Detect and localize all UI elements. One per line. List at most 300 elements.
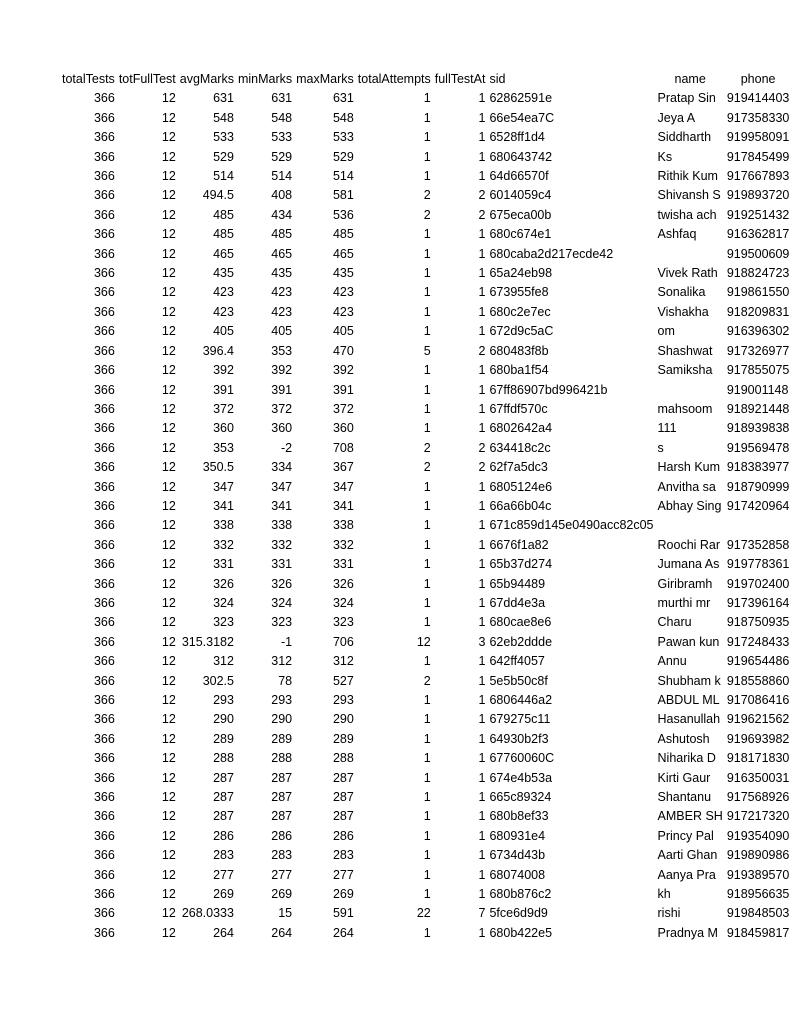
cell-full-test-at[interactable]: 1 <box>478 421 486 436</box>
cell-avg-marks[interactable]: 290 <box>213 712 234 727</box>
cell-min-marks[interactable]: -1 <box>281 634 293 649</box>
cell-total-tests[interactable]: 366 <box>93 595 115 610</box>
cell-tot-full-test[interactable]: 12 <box>161 91 176 106</box>
cell-total-attempts[interactable]: 1 <box>423 285 431 300</box>
cell-max-marks[interactable]: 269 <box>332 887 354 902</box>
cell-min-marks[interactable]: 326 <box>271 576 293 591</box>
cell-total-attempts[interactable]: 1 <box>423 363 431 378</box>
cell-name[interactable]: Annu <box>657 654 687 669</box>
cell-sid[interactable]: 6734d43b <box>489 848 546 863</box>
cell-name[interactable]: Ashutosh <box>657 731 710 746</box>
cell-avg-marks[interactable]: 277 <box>213 867 234 882</box>
cell-total-tests[interactable]: 366 <box>93 91 115 106</box>
cell-full-test-at[interactable]: 1 <box>478 227 486 242</box>
cell-min-marks[interactable]: 288 <box>271 751 293 766</box>
cell-full-test-at[interactable]: 1 <box>478 285 486 300</box>
cell-total-tests[interactable]: 366 <box>93 401 115 416</box>
cell-phone[interactable]: 918921448 <box>726 401 790 416</box>
cell-min-marks[interactable]: 289 <box>271 731 293 746</box>
cell-phone[interactable]: 918824723 <box>726 266 790 281</box>
cell-tot-full-test[interactable]: 12 <box>161 460 176 475</box>
cell-full-test-at[interactable]: 1 <box>478 770 486 785</box>
cell-full-test-at[interactable]: 2 <box>478 207 486 222</box>
cell-avg-marks[interactable]: 396.4 <box>202 343 234 358</box>
cell-full-test-at[interactable]: 1 <box>478 615 486 630</box>
cell-phone[interactable]: 919693982 <box>726 731 790 746</box>
cell-name[interactable]: Siddharth <box>657 130 712 145</box>
cell-sid[interactable]: 634418c2c <box>489 440 551 455</box>
cell-total-attempts[interactable]: 1 <box>423 246 431 261</box>
cell-phone[interactable]: 919389570 <box>726 867 790 882</box>
cell-tot-full-test[interactable]: 12 <box>161 498 176 513</box>
cell-avg-marks[interactable]: 286 <box>213 828 234 843</box>
cell-total-tests[interactable]: 366 <box>93 654 115 669</box>
cell-sid[interactable]: 65a24eb98 <box>489 266 553 281</box>
cell-full-test-at[interactable]: 1 <box>478 518 486 533</box>
cell-max-marks[interactable]: 529 <box>332 149 354 164</box>
cell-phone[interactable]: 917845499 <box>726 149 790 164</box>
cell-min-marks[interactable]: 347 <box>271 479 293 494</box>
cell-sid[interactable]: 680cae8e6 <box>489 615 552 630</box>
cell-name[interactable]: AMBER SH <box>657 809 723 824</box>
cell-avg-marks[interactable]: 288 <box>213 751 234 766</box>
cell-avg-marks[interactable]: 312 <box>213 654 234 669</box>
cell-tot-full-test[interactable]: 12 <box>161 343 176 358</box>
cell-max-marks[interactable]: 331 <box>332 557 354 572</box>
cell-min-marks[interactable]: 353 <box>271 343 293 358</box>
cell-total-attempts[interactable]: 1 <box>423 537 431 552</box>
cell-avg-marks[interactable]: 269 <box>213 887 234 902</box>
cell-phone[interactable]: 916350031 <box>726 770 790 785</box>
cell-total-tests[interactable]: 366 <box>93 925 115 940</box>
cell-min-marks[interactable]: 293 <box>271 693 293 707</box>
cell-tot-full-test[interactable]: 12 <box>161 285 176 300</box>
cell-max-marks[interactable]: 423 <box>332 304 354 319</box>
cell-avg-marks[interactable]: 350.5 <box>202 460 234 475</box>
cell-total-attempts[interactable]: 1 <box>423 498 431 513</box>
cell-phone[interactable]: 918956635 <box>726 887 790 902</box>
cell-total-attempts[interactable]: 1 <box>423 557 431 572</box>
cell-phone[interactable]: 916362817 <box>726 227 790 242</box>
cell-min-marks[interactable]: 485 <box>271 227 293 242</box>
cell-full-test-at[interactable]: 2 <box>478 188 486 203</box>
cell-sid[interactable]: 680483f8b <box>489 343 549 358</box>
cell-full-test-at[interactable]: 1 <box>478 401 486 416</box>
cell-tot-full-test[interactable]: 12 <box>161 712 176 727</box>
cell-max-marks[interactable]: 527 <box>332 673 354 688</box>
cell-phone[interactable] <box>725 516 791 535</box>
cell-tot-full-test[interactable]: 12 <box>161 576 176 591</box>
cell-min-marks[interactable]: 435 <box>271 266 293 281</box>
cell-phone[interactable]: 918558860 <box>726 673 790 688</box>
cell-name[interactable]: Shubham k <box>657 673 721 688</box>
cell-total-tests[interactable]: 366 <box>93 557 115 572</box>
cell-name[interactable]: Aanya Pra <box>657 867 716 882</box>
cell-total-tests[interactable]: 366 <box>93 421 115 436</box>
cell-name[interactable]: om <box>657 324 675 339</box>
cell-tot-full-test[interactable]: 12 <box>161 304 176 319</box>
cell-phone[interactable]: 919354090 <box>726 828 790 843</box>
cell-full-test-at[interactable]: 1 <box>478 246 486 261</box>
cell-avg-marks[interactable]: 485 <box>213 227 234 242</box>
cell-full-test-at[interactable]: 1 <box>478 382 486 397</box>
cell-tot-full-test[interactable]: 12 <box>161 149 176 164</box>
cell-total-tests[interactable]: 366 <box>93 285 115 300</box>
cell-total-attempts[interactable]: 1 <box>423 401 431 416</box>
cell-full-test-at[interactable]: 1 <box>478 654 486 669</box>
cell-phone[interactable]: 919621562 <box>726 712 790 727</box>
cell-phone[interactable]: 917217320 <box>726 809 790 824</box>
cell-min-marks[interactable]: 372 <box>271 401 293 416</box>
cell-name[interactable]: Shivansh S <box>657 188 721 203</box>
cell-name[interactable]: Vivek Rath <box>657 266 718 281</box>
cell-sid[interactable]: 6528ff1d4 <box>489 130 545 145</box>
cell-phone[interactable]: 917248433 <box>726 634 790 649</box>
cell-name[interactable]: mahsoom <box>657 401 713 416</box>
cell-phone[interactable]: 919958091 <box>726 130 790 145</box>
cell-total-tests[interactable]: 366 <box>93 363 115 378</box>
cell-max-marks[interactable]: 581 <box>332 188 354 203</box>
cell-tot-full-test[interactable]: 12 <box>161 324 176 339</box>
cell-tot-full-test[interactable]: 12 <box>161 557 176 572</box>
cell-min-marks[interactable]: 269 <box>271 887 293 902</box>
cell-tot-full-test[interactable]: 12 <box>161 751 176 766</box>
cell-avg-marks[interactable]: 268.0333 <box>181 906 234 921</box>
cell-max-marks[interactable]: 283 <box>332 848 354 863</box>
cell-total-tests[interactable]: 366 <box>93 712 115 727</box>
cell-sid[interactable]: 66a66b04c <box>489 498 552 513</box>
cell-full-test-at[interactable]: 1 <box>478 498 486 513</box>
cell-avg-marks[interactable]: 405 <box>213 324 234 339</box>
cell-full-test-at[interactable]: 1 <box>478 693 486 707</box>
cell-avg-marks[interactable]: 353 <box>213 440 234 455</box>
cell-total-attempts[interactable]: 1 <box>423 382 431 397</box>
column-header[interactable]: maxMarks <box>296 72 354 86</box>
cell-phone[interactable]: 918209831 <box>726 304 790 319</box>
cell-max-marks[interactable]: 423 <box>332 285 354 300</box>
cell-min-marks[interactable]: 78 <box>278 673 293 688</box>
column-header[interactable]: phone <box>740 72 776 86</box>
cell-total-tests[interactable]: 366 <box>93 828 115 843</box>
cell-total-attempts[interactable]: 1 <box>423 149 431 164</box>
cell-phone[interactable]: 919702400 <box>726 576 790 591</box>
cell-avg-marks[interactable]: 341 <box>213 498 234 513</box>
cell-avg-marks[interactable]: 293 <box>213 693 234 707</box>
cell-full-test-at[interactable]: 1 <box>478 751 486 766</box>
cell-phone[interactable]: 919251432 <box>726 207 790 222</box>
cell-max-marks[interactable]: 293 <box>332 693 354 707</box>
cell-total-attempts[interactable]: 1 <box>423 770 431 785</box>
cell-total-attempts[interactable]: 2 <box>423 460 431 475</box>
cell-max-marks[interactable]: 290 <box>332 712 354 727</box>
cell-total-tests[interactable]: 366 <box>93 906 115 921</box>
cell-max-marks[interactable]: 324 <box>332 595 354 610</box>
cell-avg-marks[interactable]: 264 <box>213 925 234 940</box>
cell-full-test-at[interactable]: 1 <box>478 304 486 319</box>
cell-max-marks[interactable]: 323 <box>332 615 354 630</box>
cell-total-tests[interactable]: 366 <box>93 343 115 358</box>
cell-sid[interactable]: 680c674e1 <box>489 227 552 242</box>
cell-phone[interactable]: 916396302 <box>726 324 790 339</box>
cell-total-attempts[interactable]: 1 <box>423 615 431 630</box>
cell-sid[interactable]: 672d9c5aC <box>489 324 554 339</box>
cell-sid[interactable]: 675eca00b <box>489 207 552 222</box>
cell-min-marks[interactable]: 514 <box>271 169 293 184</box>
cell-min-marks[interactable]: 434 <box>271 207 293 222</box>
cell-avg-marks[interactable]: 331 <box>213 557 234 572</box>
cell-full-test-at[interactable]: 1 <box>478 731 486 746</box>
cell-phone[interactable]: 917326977 <box>726 343 790 358</box>
cell-tot-full-test[interactable]: 12 <box>161 110 176 125</box>
cell-avg-marks[interactable]: 494.5 <box>202 188 234 203</box>
cell-min-marks[interactable]: 338 <box>271 518 293 533</box>
cell-max-marks[interactable]: 288 <box>332 751 354 766</box>
cell-sid[interactable]: 673955fe8 <box>489 285 549 300</box>
cell-tot-full-test[interactable]: 12 <box>161 673 176 688</box>
cell-sid[interactable]: 680b8ef33 <box>489 809 549 824</box>
cell-total-tests[interactable]: 366 <box>93 440 115 455</box>
cell-full-test-at[interactable]: 1 <box>478 790 486 805</box>
cell-name[interactable]: Niharika D <box>657 751 716 766</box>
cell-max-marks[interactable]: 287 <box>332 790 354 805</box>
cell-total-attempts[interactable]: 1 <box>423 595 431 610</box>
column-header[interactable]: totalAttempts <box>357 72 431 86</box>
cell-total-tests[interactable]: 366 <box>93 790 115 805</box>
cell-full-test-at[interactable]: 2 <box>478 460 486 475</box>
cell-phone[interactable]: 919778361 <box>726 557 790 572</box>
cell-max-marks[interactable]: 326 <box>332 576 354 591</box>
cell-avg-marks[interactable]: 302.5 <box>202 673 234 688</box>
cell-total-tests[interactable]: 366 <box>93 246 115 261</box>
cell-name[interactable]: twisha ach <box>657 207 717 222</box>
cell-name[interactable]: Harsh Kum <box>657 460 721 475</box>
cell-total-attempts[interactable]: 2 <box>423 440 431 455</box>
cell-full-test-at[interactable]: 1 <box>478 324 486 339</box>
cell-sid[interactable]: 62f7a5dc3 <box>489 460 548 475</box>
cell-full-test-at[interactable]: 1 <box>478 91 486 106</box>
cell-name[interactable]: Samiksha <box>657 363 713 378</box>
cell-sid[interactable]: 680b422e5 <box>489 925 553 940</box>
cell-full-test-at[interactable]: 1 <box>478 110 486 125</box>
cell-tot-full-test[interactable]: 12 <box>161 887 176 902</box>
cell-avg-marks[interactable]: 392 <box>213 363 234 378</box>
cell-total-attempts[interactable]: 1 <box>423 227 431 242</box>
cell-full-test-at[interactable]: 1 <box>478 809 486 824</box>
cell-total-attempts[interactable]: 1 <box>423 110 431 125</box>
cell-avg-marks[interactable]: 423 <box>213 304 234 319</box>
cell-min-marks[interactable]: 533 <box>271 130 293 145</box>
cell-min-marks[interactable]: 324 <box>271 595 293 610</box>
cell-full-test-at[interactable]: 1 <box>478 363 486 378</box>
cell-name[interactable] <box>656 245 725 264</box>
cell-name[interactable]: Vishakha <box>657 304 709 319</box>
cell-total-tests[interactable]: 366 <box>93 304 115 319</box>
cell-avg-marks[interactable]: 324 <box>213 595 234 610</box>
cell-tot-full-test[interactable]: 12 <box>161 537 176 552</box>
cell-min-marks[interactable]: 548 <box>271 110 293 125</box>
cell-full-test-at[interactable]: 1 <box>478 867 486 882</box>
cell-min-marks[interactable]: 408 <box>271 188 293 203</box>
cell-sid[interactable]: 67ff86907bd996421b <box>489 382 608 397</box>
cell-full-test-at[interactable]: 1 <box>478 576 486 591</box>
cell-full-test-at[interactable]: 1 <box>478 595 486 610</box>
cell-total-attempts[interactable]: 1 <box>423 731 431 746</box>
cell-min-marks[interactable]: 405 <box>271 324 293 339</box>
cell-tot-full-test[interactable]: 12 <box>161 207 176 222</box>
cell-total-tests[interactable]: 366 <box>93 518 115 533</box>
cell-name[interactable]: Princy Pal <box>657 828 714 843</box>
cell-min-marks[interactable]: 287 <box>271 809 293 824</box>
cell-total-tests[interactable]: 366 <box>93 751 115 766</box>
cell-name[interactable]: Shashwat <box>657 343 713 358</box>
cell-full-test-at[interactable]: 1 <box>478 169 486 184</box>
cell-min-marks[interactable]: 287 <box>271 770 293 785</box>
cell-sid[interactable]: 680b876c2 <box>489 887 552 902</box>
cell-total-attempts[interactable]: 1 <box>423 751 431 766</box>
cell-full-test-at[interactable]: 2 <box>478 343 486 358</box>
cell-max-marks[interactable]: 465 <box>332 246 354 261</box>
cell-avg-marks[interactable]: 283 <box>213 848 234 863</box>
cell-full-test-at[interactable]: 1 <box>478 673 486 688</box>
cell-total-tests[interactable]: 366 <box>93 207 115 222</box>
cell-total-tests[interactable]: 366 <box>93 460 115 475</box>
cell-tot-full-test[interactable]: 12 <box>161 363 176 378</box>
cell-total-tests[interactable]: 366 <box>93 324 115 339</box>
cell-max-marks[interactable]: 706 <box>332 634 354 649</box>
cell-phone[interactable]: 917420964 <box>726 498 790 513</box>
cell-name[interactable] <box>656 516 725 535</box>
cell-avg-marks[interactable]: 323 <box>213 615 234 630</box>
cell-total-attempts[interactable]: 1 <box>423 828 431 843</box>
cell-min-marks[interactable]: 631 <box>271 91 293 106</box>
cell-avg-marks[interactable]: 347 <box>213 479 234 494</box>
cell-total-attempts[interactable]: 1 <box>423 654 431 669</box>
cell-total-attempts[interactable]: 1 <box>423 91 431 106</box>
cell-tot-full-test[interactable]: 12 <box>161 595 176 610</box>
cell-name[interactable]: Shantanu <box>657 790 712 805</box>
cell-tot-full-test[interactable]: 12 <box>161 848 176 863</box>
cell-avg-marks[interactable]: 485 <box>213 207 234 222</box>
cell-sid[interactable]: 665c89324 <box>489 790 552 805</box>
cell-name[interactable]: Roochi Rar <box>657 537 721 552</box>
cell-name[interactable]: Jumana As <box>657 557 720 572</box>
cell-full-test-at[interactable]: 1 <box>478 925 486 940</box>
cell-total-attempts[interactable]: 5 <box>423 343 431 358</box>
cell-name[interactable]: rishi <box>657 906 681 921</box>
cell-total-attempts[interactable]: 1 <box>423 304 431 319</box>
cell-tot-full-test[interactable]: 12 <box>161 867 176 882</box>
cell-min-marks[interactable]: -2 <box>281 440 293 455</box>
cell-total-attempts[interactable]: 1 <box>423 867 431 882</box>
cell-avg-marks[interactable]: 338 <box>213 518 234 533</box>
column-header[interactable]: fullTestAt <box>434 72 486 86</box>
cell-phone[interactable]: 917855075 <box>726 363 790 378</box>
cell-name[interactable]: Sonalika <box>657 285 706 300</box>
cell-tot-full-test[interactable]: 12 <box>161 790 176 805</box>
cell-min-marks[interactable]: 286 <box>271 828 293 843</box>
cell-min-marks[interactable]: 391 <box>271 382 293 397</box>
cell-total-attempts[interactable]: 1 <box>423 130 431 145</box>
cell-min-marks[interactable]: 423 <box>271 304 293 319</box>
cell-min-marks[interactable]: 323 <box>271 615 293 630</box>
cell-avg-marks[interactable]: 529 <box>213 149 234 164</box>
cell-avg-marks[interactable]: 360 <box>213 421 234 436</box>
cell-total-attempts[interactable]: 1 <box>423 169 431 184</box>
cell-max-marks[interactable]: 485 <box>332 227 354 242</box>
cell-min-marks[interactable]: 332 <box>271 537 293 552</box>
cell-avg-marks[interactable]: 315.3182 <box>181 634 234 649</box>
cell-phone[interactable]: 917667893 <box>726 169 790 184</box>
column-header[interactable]: totFullTest <box>118 72 176 86</box>
column-header[interactable]: avgMarks <box>179 72 234 86</box>
cell-max-marks[interactable]: 286 <box>332 828 354 843</box>
cell-total-attempts[interactable]: 1 <box>423 790 431 805</box>
cell-max-marks[interactable]: 338 <box>332 518 354 533</box>
cell-sid[interactable]: 674e4b53a <box>489 770 553 785</box>
cell-name[interactable] <box>656 381 725 400</box>
cell-avg-marks[interactable]: 287 <box>213 770 234 785</box>
cell-sid[interactable]: 67ffdf570c <box>489 401 548 416</box>
cell-sid[interactable]: 5e5b50c8f <box>489 673 548 688</box>
cell-avg-marks[interactable]: 332 <box>213 537 234 552</box>
cell-sid[interactable]: 6676f1a82 <box>489 537 549 552</box>
cell-total-attempts[interactable]: 1 <box>423 479 431 494</box>
cell-max-marks[interactable]: 332 <box>332 537 354 552</box>
cell-sid[interactable]: 67760060C <box>489 751 555 766</box>
cell-name[interactable]: ABDUL ML <box>657 693 720 707</box>
cell-sid[interactable]: 671c859d145e0490acc82c05 <box>489 518 654 533</box>
cell-max-marks[interactable]: 287 <box>332 809 354 824</box>
cell-sid[interactable]: 6806446a2 <box>489 693 553 707</box>
cell-phone[interactable]: 918939838 <box>726 421 790 436</box>
cell-name[interactable]: Pratap Sin <box>657 91 716 106</box>
cell-tot-full-test[interactable]: 12 <box>161 188 176 203</box>
cell-tot-full-test[interactable]: 12 <box>161 421 176 436</box>
cell-name[interactable]: Pawan kun <box>657 634 720 649</box>
cell-avg-marks[interactable]: 435 <box>213 266 234 281</box>
cell-max-marks[interactable]: 591 <box>332 906 354 921</box>
cell-full-test-at[interactable]: 1 <box>478 557 486 572</box>
cell-total-tests[interactable]: 366 <box>93 266 115 281</box>
cell-tot-full-test[interactable]: 12 <box>161 227 176 242</box>
cell-tot-full-test[interactable]: 12 <box>161 518 176 533</box>
cell-phone[interactable]: 919893720 <box>726 188 790 203</box>
cell-max-marks[interactable]: 341 <box>332 498 354 513</box>
cell-tot-full-test[interactable]: 12 <box>161 246 176 261</box>
cell-sid[interactable]: 65b94489 <box>489 576 546 591</box>
cell-avg-marks[interactable]: 423 <box>213 285 234 300</box>
cell-total-tests[interactable]: 366 <box>93 479 115 494</box>
cell-max-marks[interactable]: 312 <box>332 654 354 669</box>
cell-min-marks[interactable]: 277 <box>271 867 293 882</box>
cell-total-tests[interactable]: 366 <box>93 731 115 746</box>
cell-total-attempts[interactable]: 1 <box>423 809 431 824</box>
cell-avg-marks[interactable]: 391 <box>213 382 234 397</box>
cell-name[interactable]: Abhay Sing <box>657 498 722 513</box>
column-header[interactable]: name <box>674 72 706 86</box>
cell-avg-marks[interactable]: 289 <box>213 731 234 746</box>
cell-avg-marks[interactable]: 326 <box>213 576 234 591</box>
cell-total-tests[interactable]: 366 <box>93 188 115 203</box>
cell-phone[interactable]: 919414403 <box>726 91 790 106</box>
cell-total-attempts[interactable]: 1 <box>423 925 431 940</box>
cell-max-marks[interactable]: 536 <box>332 207 354 222</box>
cell-max-marks[interactable]: 470 <box>332 343 354 358</box>
cell-max-marks[interactable]: 391 <box>332 382 354 397</box>
cell-full-test-at[interactable]: 1 <box>478 537 486 552</box>
cell-sid[interactable]: 6805124e6 <box>489 479 553 494</box>
cell-sid[interactable]: 680caba2d217ecde42 <box>489 246 614 261</box>
